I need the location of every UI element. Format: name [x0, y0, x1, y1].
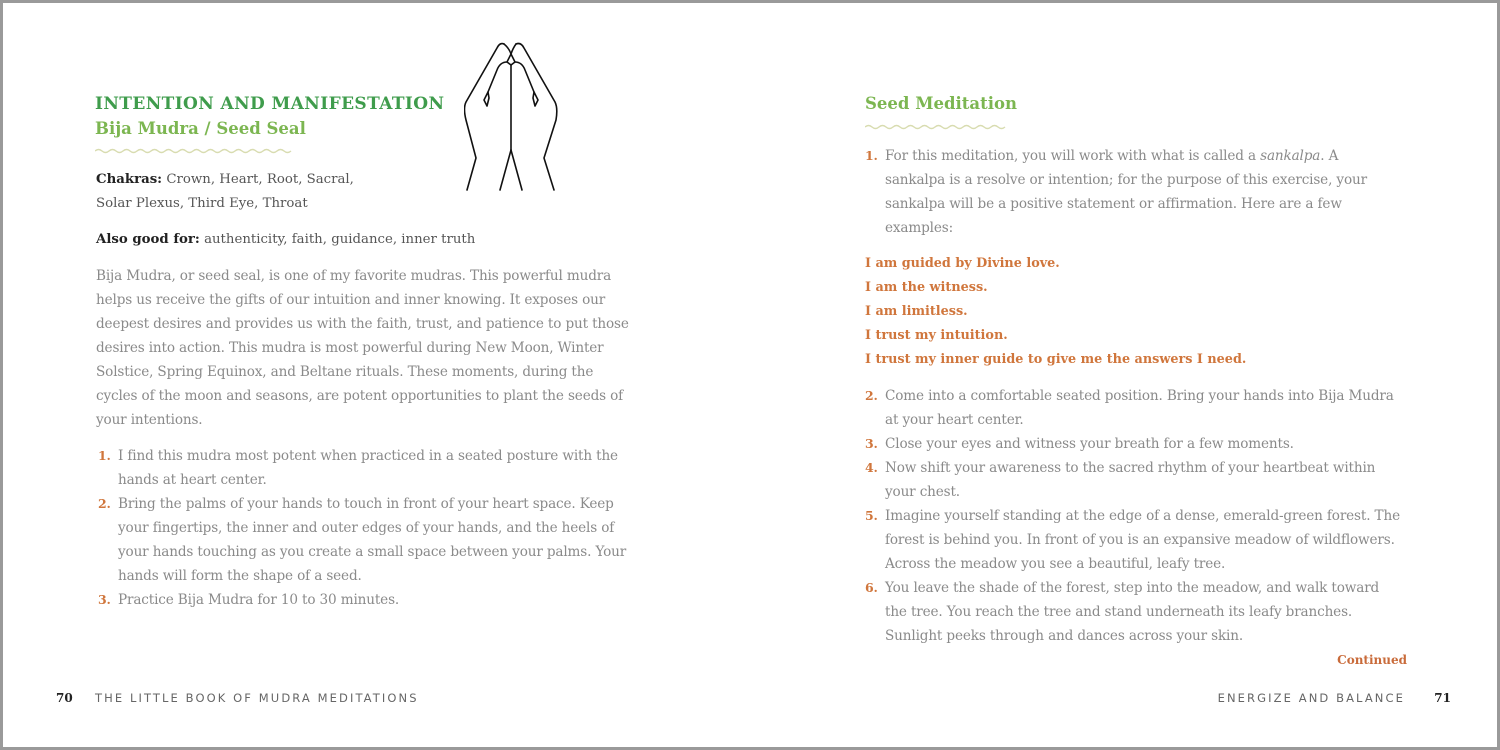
step-text: Imagine yourself standing at the edge of a dense, emerald-green forest. The forest is behind you. In front of you is an expansive meadow of wildflowers. Across the meadow you see a beautiful, leafy tree. [885, 508, 1400, 572]
list-item [865, 456, 1405, 504]
section-heading: INTENTION AND MANIFESTATION [95, 94, 445, 114]
step-number: 4. [865, 460, 878, 475]
running-title: ENERGIZE AND BALANCE [1217, 691, 1405, 705]
wavy-divider [865, 123, 1011, 131]
step-text: Now shift your awareness to the sacred rhythm of your heartbeat within your chest. [885, 460, 1376, 500]
continued-label: Continued [1337, 653, 1407, 667]
list-item [98, 588, 638, 612]
list-item [98, 444, 638, 492]
step-number: 6. [865, 580, 878, 595]
list-item [865, 504, 1405, 576]
praying-hands-icon [464, 40, 559, 192]
step-emphasis: sankalpa [1260, 148, 1321, 164]
page-number: 70 [56, 691, 73, 705]
list-item [865, 144, 1395, 240]
step-text: Bring the palms of your hands to touch in front of your heart space. Keep your fingertips, the inner and outer edges of your hands, and the heels of your hands touching as you create a small space between your palms. Your hands will form the shape of a seed. [118, 496, 627, 584]
list-item [865, 576, 1405, 648]
step-text-after: . A sankalpa is a resolve or intention; for the purpose of this exercise, your sankalpa will be a positive statement or affirmation. Here are a few examples: [885, 148, 1367, 236]
page-title: Seed Meditation [865, 94, 1017, 113]
step-number: 5. [865, 508, 878, 523]
affirmation: I trust my inner guide to give me the answers I need. [865, 352, 1247, 367]
affirmation: I trust my intuition. [865, 328, 1008, 343]
also-good-label: Also good for: [96, 232, 200, 247]
step-number: 2. [98, 496, 111, 511]
step-number: 3. [865, 436, 878, 451]
step-text: You leave the shade of the forest, step into the meadow, and walk toward the tree. You reach the tree and stand underneath its leafy branches. Sunlight peeks through and dances across your skin. [885, 580, 1380, 644]
chakras-value: Crown, Heart, Root, Sacral, Solar Plexus, Third Eye, Throat [96, 172, 354, 211]
also-good-for-line [96, 228, 516, 252]
list-item [865, 432, 1405, 456]
affirmation: I am the witness. [865, 280, 988, 295]
step-text: I find this mudra most potent when practiced in a seated posture with the hands at heart center. [118, 448, 618, 488]
wavy-divider [95, 147, 293, 155]
step-text: Come into a comfortable seated position. Bring your hands into Bija Mudra at your heart center. [885, 388, 1394, 428]
step-text: Practice Bija Mudra for 10 to 30 minutes. [118, 592, 400, 608]
running-title: THE LITTLE BOOK OF MUDRA MEDITATIONS [95, 691, 419, 705]
chakras-label: Chakras: [96, 172, 163, 187]
page-number: 71 [1434, 691, 1451, 705]
left-page [3, 3, 750, 747]
intro-paragraph: Bija Mudra, or seed seal, is one of my favorite mudras. This powerful mudra helps us receive the gifts of our intuition and inner knowing. It exposes our deepest desires and provides us with the faith, trust, and patience to put those desires into action. This mudra is most powerful during New Moon, Winter Solstice, Spring Equinox, and Beltane rituals. These moments, during the cycles of the moon and seasons, are potent opportunities to plant the seeds of your intentions. [96, 268, 629, 428]
book-spread [3, 3, 1497, 747]
also-good-value: authenticity, faith, guidance, inner truth [204, 232, 476, 247]
mudra-name: Bija Mudra / Seed Seal [95, 119, 306, 138]
step-number: 3. [98, 592, 111, 607]
list-item [98, 492, 638, 588]
affirmation: I am guided by Divine love. [865, 256, 1060, 271]
chakras-line [96, 168, 366, 216]
list-item [865, 384, 1405, 432]
right-steps-list-2 [865, 384, 1405, 648]
affirmations-list [865, 252, 1246, 372]
step-number: 1. [865, 148, 878, 163]
left-steps-list [98, 444, 638, 612]
affirmation: I am limitless. [865, 304, 968, 319]
step-text-before: For this meditation, you will work with what is called a [885, 148, 1261, 164]
step-number: 2. [865, 388, 878, 403]
right-steps-list-1 [865, 144, 1395, 240]
step-text: Close your eyes and witness your breath for a few moments. [885, 436, 1294, 452]
step-number: 1. [98, 448, 111, 463]
right-page [750, 3, 1497, 747]
